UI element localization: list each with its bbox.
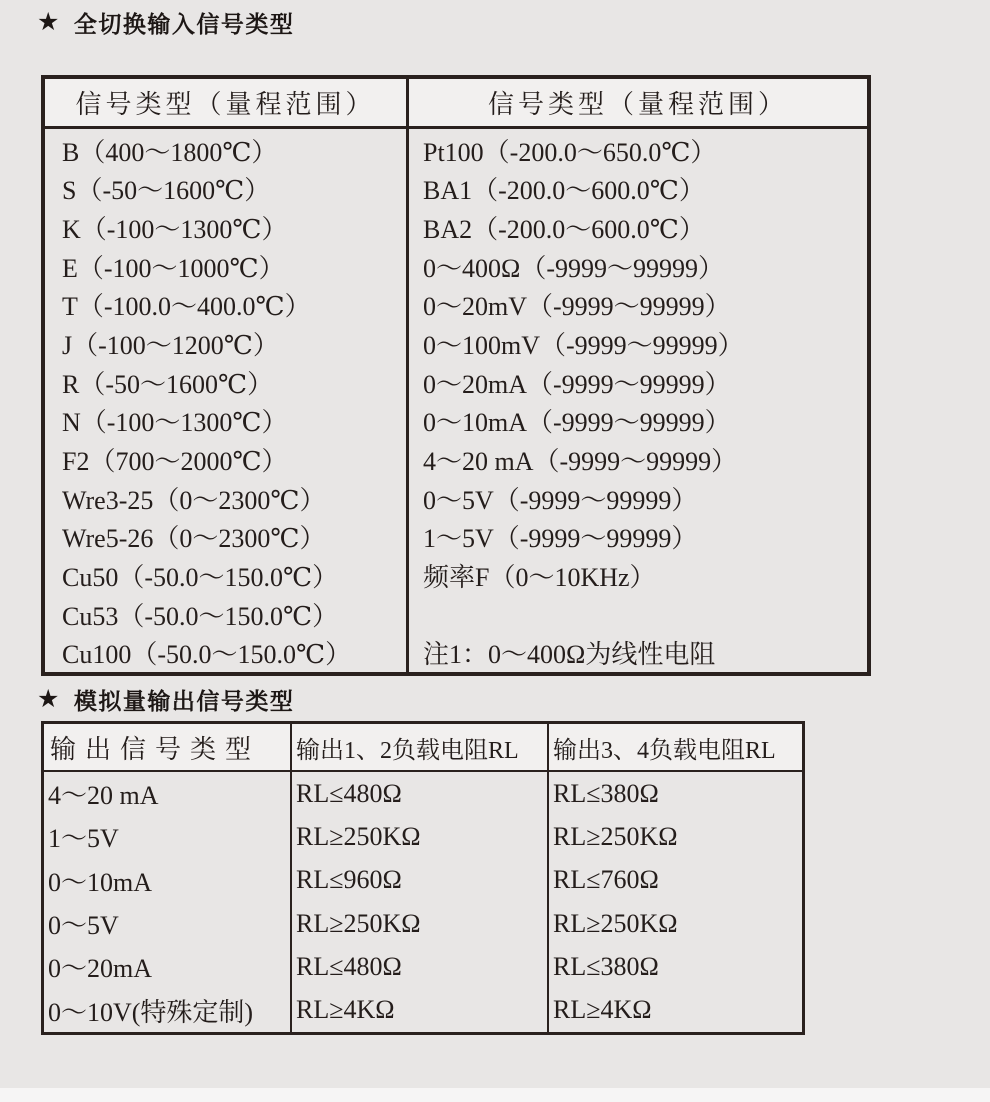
table-row	[44, 815, 802, 858]
star-icon: ★	[37, 8, 61, 36]
table-row: 4～20 mA（-9999～99999）	[423, 446, 738, 476]
spacer-row	[409, 595, 867, 634]
star-icon: ★	[37, 685, 61, 713]
section1-title: 全切换输入信号类型	[73, 11, 295, 37]
output-table-header-row	[44, 724, 802, 772]
table-row: K（-100～1300℃）	[62, 215, 288, 245]
section2-title: 模拟量输出信号类型	[73, 688, 295, 714]
table-row: 0～10mA（-9999～99999）	[423, 408, 731, 438]
table-row: Pt100（-200.0～650.0℃）	[423, 137, 717, 167]
table-row: 0～20mV（-9999～99999）	[423, 292, 731, 322]
table-row: E（-100～1000℃）	[62, 253, 285, 283]
output-type-cell: 4～20 mA	[44, 772, 292, 815]
rl12-cell: RL≥250KΩ	[292, 815, 549, 858]
table-row: T（-100.0～400.0℃）	[62, 292, 311, 322]
section2-heading	[37, 683, 294, 716]
table-row: Cu100（-50.0～150.0℃）	[62, 640, 352, 670]
rl34-cell: RL≥250KΩ	[553, 908, 678, 938]
table-row: F2（700～2000℃）	[62, 446, 288, 476]
input-table-left-body	[45, 129, 406, 672]
table-row	[44, 989, 802, 1032]
output-type-cell: 0～20mA	[44, 945, 292, 988]
table-row: 频率F（0～10KHz）	[423, 562, 656, 592]
input-table-right-header: 信号类型（量程范围）	[409, 79, 867, 129]
table-row	[44, 772, 802, 815]
rl12-cell: RL≤480Ω	[292, 945, 549, 988]
output-type-cell: 0～5V	[44, 902, 292, 945]
output-type-cell: 0～10V(特殊定制)	[44, 989, 292, 1032]
rl12-cell: RL≥250KΩ	[292, 902, 549, 945]
output-type-cell: 0～10mA	[44, 859, 292, 902]
table-row: 1～5V（-9999～99999）	[423, 524, 698, 554]
output-signal-table	[41, 721, 805, 1035]
table-row: Cu50（-50.0～150.0℃）	[62, 562, 339, 592]
output-table-header-rl12: 输出1、2负载电阻RL	[292, 724, 549, 770]
input-signal-table	[41, 75, 871, 676]
table-row: 0～100mV（-9999～99999）	[423, 331, 744, 361]
rl12-cell: RL≥4KΩ	[292, 989, 549, 1032]
table-row: Cu53（-50.0～150.0℃）	[62, 601, 339, 631]
table-row: 0～400Ω（-9999～99999）	[423, 253, 724, 283]
table-row: N（-100～1300℃）	[62, 408, 288, 438]
output-table-body	[44, 772, 802, 1032]
table-row: Wre3-25（0～2300℃）	[62, 485, 326, 515]
output-table-header-type: 输出信号类型	[44, 724, 292, 770]
table-row: 0～20mA（-9999～99999）	[423, 369, 731, 399]
table-row: BA2（-200.0～600.0℃）	[423, 215, 705, 245]
output-table-header-rl34: 输出3、4负载电阻RL	[553, 737, 776, 764]
rl12-cell: RL≤480Ω	[292, 772, 549, 815]
table-row	[44, 902, 802, 945]
table-note: 注1：0～400Ω为线性电阻	[423, 640, 716, 670]
table-row	[44, 945, 802, 988]
rl34-cell: RL≥4KΩ	[553, 995, 652, 1025]
output-type-cell: 1～5V	[44, 815, 292, 858]
table-row: R（-50～1600℃）	[62, 369, 274, 399]
table-row: BA1（-200.0～600.0℃）	[423, 176, 705, 206]
rl34-cell: RL≤380Ω	[553, 951, 659, 981]
table-row	[44, 859, 802, 902]
input-table-left-header: 信号类型（量程范围）	[45, 79, 406, 129]
table-row: B（400～1800℃）	[62, 137, 278, 167]
rl34-cell: RL≥250KΩ	[553, 821, 678, 851]
input-table-right-column	[409, 79, 867, 672]
table-row: S（-50～1600℃）	[62, 176, 271, 206]
rl34-cell: RL≤380Ω	[553, 778, 659, 808]
table-row: J（-100～1200℃）	[62, 331, 279, 361]
section1-heading	[37, 6, 294, 39]
table-row: 0～5V（-9999～99999）	[423, 485, 698, 515]
input-table-left-column	[45, 79, 409, 672]
rl12-cell: RL≤960Ω	[292, 859, 549, 902]
input-table-right-body	[409, 129, 867, 672]
page-bottom-edge	[0, 1088, 990, 1102]
rl34-cell: RL≤760Ω	[553, 865, 659, 895]
table-row: Wre5-26（0～2300℃）	[62, 524, 326, 554]
